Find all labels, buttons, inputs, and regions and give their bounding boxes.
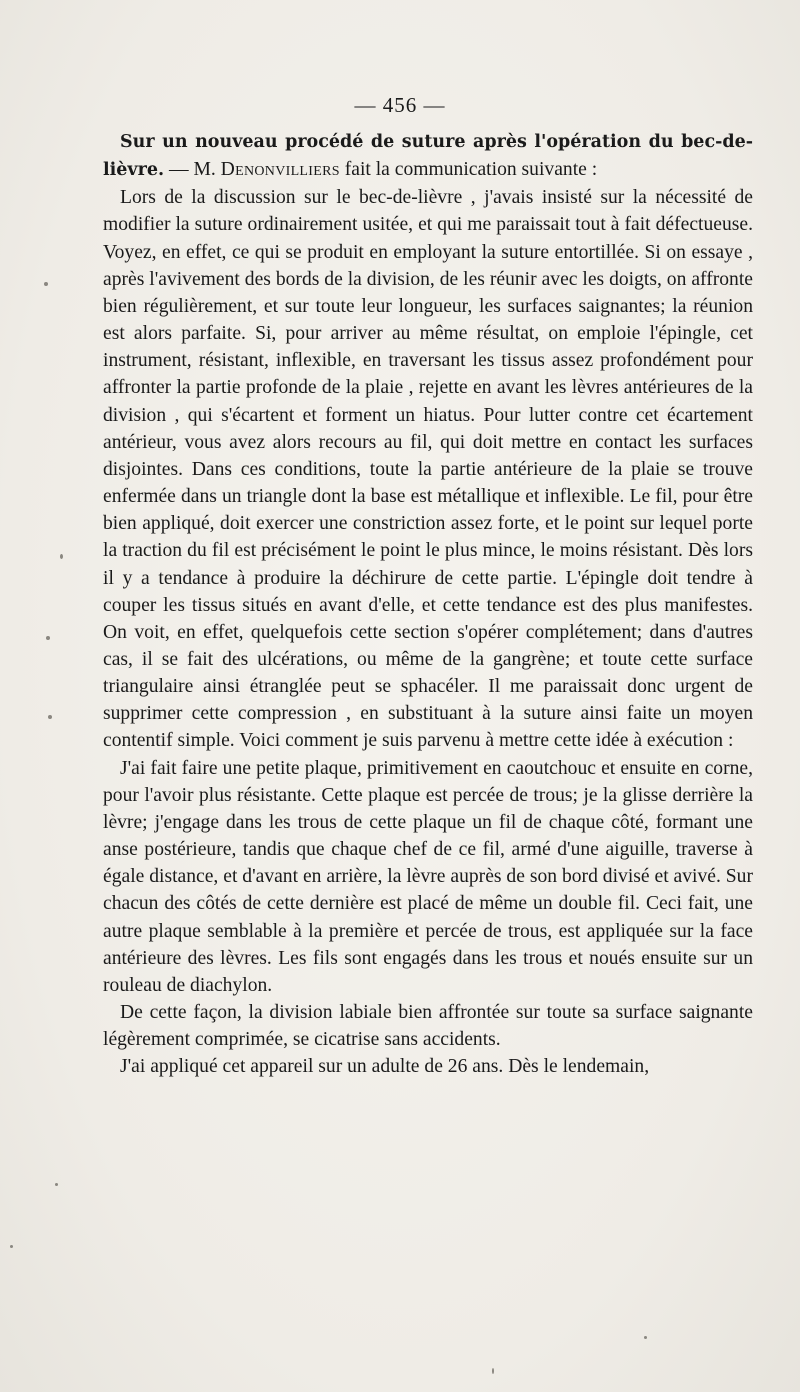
paragraph: J'ai fait faire une petite plaque, primitivement en caoutchouc et ensuite en corne, pour l'avoir plus résistante. Cette plaque est percée de trous; je la glisse derrière la lèvre; j'engage dans les trous de cette plaque un fil de chaque côté, formant une anse postérieure, tandis que chaque chef de ce fil, armé d'une aiguille, traverse à égale distance, et d'avant en arrière, la lèvre auprès de son bord divisé et avivé. Sur chacun des côtés de cette dernière est placé de même un double fil. Ceci fait, une autre plaque semblable à la première et percée de trous, est appliquée sur la face antérieure des lèvres. Les fils sont engagés dans les trous et noués ensuite sur un rouleau de diachylon. [103,757,753,996]
paragraph: J'ai appliqué cet appareil sur un adulte de 26 ans. Dès le lendemain, [120,1056,650,1078]
paragraph: De cette façon, la division labiale bien affrontée sur toute sa surface saignante légèrement comprimée, se cicatrise sans accidents. [103,1002,753,1051]
heading-intro: fait la communication suivante : [339,159,598,181]
paper-speck [60,554,63,559]
paper-speck [644,1336,647,1339]
paper-speck [44,282,48,286]
paper-speck [10,1245,13,1248]
author-prefix: M. [193,159,221,181]
body-text [103,128,753,1080]
author-name: Denonvilliers [220,159,340,181]
paper-speck [48,715,52,719]
paragraph: Lors de la discussion sur le bec-de-lièvre , j'avais insisté sur la nécessité de modifier la suture ordinairement usitée, et qui me paraissait tout à fait défectueuse. Voyez, en effet, ce qui se produit en employant la suture entortillée. Si on essaye , après l'avivement des bords de la division, de les réunir avec les doigts, on affronte bien régulièrement, et sur toute leur longueur, les surfaces saignantes; la réunion est alors parfaite. Si, pour arriver au même résultat, on emploie l'épingle, cet instrument, résistant, inflexible, en traversant les tissus assez profondément pour affronter la partie profonde de la plaie , rejette en avant les lèvres antérieures de la division , qui s'écartent et forment un hiatus. Pour lutter contre cet écartement antérieur, vous avez alors recours au fil, qui doit mettre en contact les surfaces disjointes. Dans ces conditions, toute la partie antérieure de la plaie se trouve enfermée dans un triangle dont la base est métallique et inflexible. Le fil, pour être bien appliqué, doit exercer une constriction assez forte, et le point sur lequel porte la traction du fil est précisément le point le plus mince, le moins résistant. Dès lors il y a tendance à produire la déchirure de cette partie. L'épingle doit tendre à couper les tissus situés en avant d'elle, et cette tendance est des plus manifestes. On voit, en effet, quelquefois cette section s'opérer complétement; dans d'autres cas, il se fait des ulcérations, ou même de la gangrène; et toute cette surface triangulaire ainsi étranglée peut se sphacéler. Il me paraissait donc urgent de supprimer cette compression , en substituant à la suture ainsi faite un moyen contentif simple. Voici comment je suis parvenu à mettre cette idée à exécution : [103,187,753,752]
paper-speck [55,1183,58,1186]
section-heading: Sur un nouveau procédé de suture après l'opération du bec-de-lièvre. [103,132,753,181]
page-number: — 456 — [354,93,446,117]
paper-speck [492,1368,494,1374]
heading-dash: — [164,159,194,181]
paper-speck [46,636,50,640]
heading-paragraph [103,128,753,184]
